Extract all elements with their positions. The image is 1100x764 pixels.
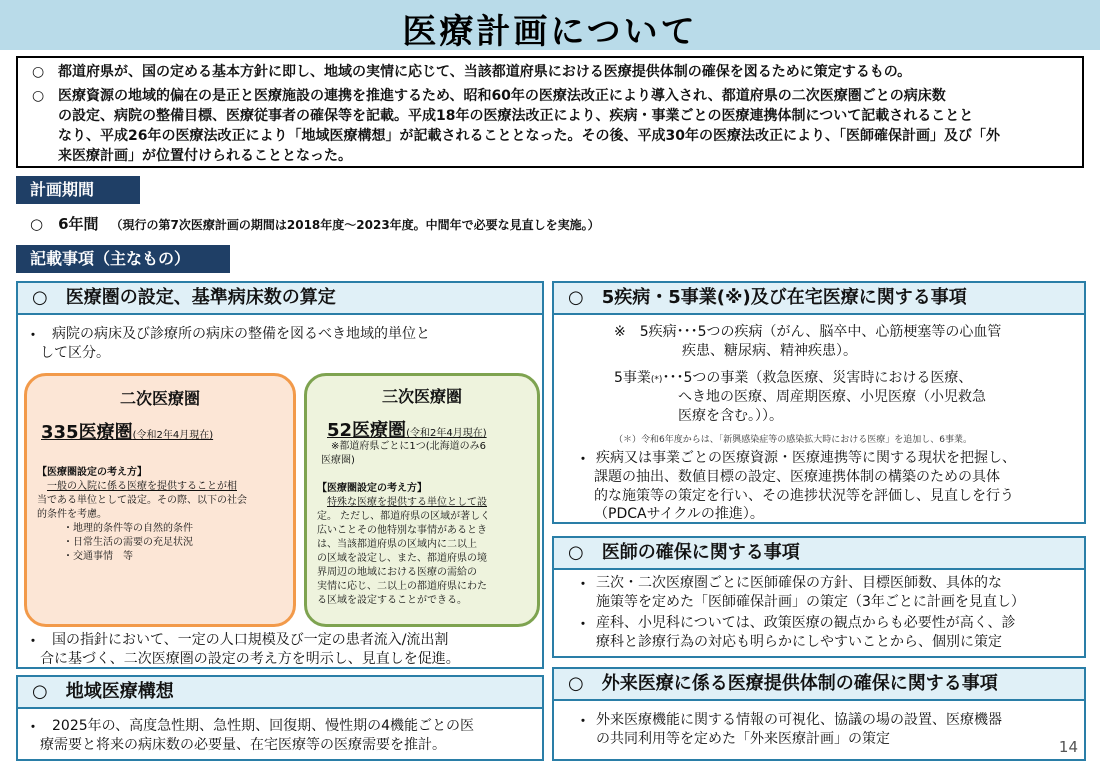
intro-box xyxy=(16,56,1084,168)
medical-area-footer-line-1: 国の指針において、一定の人口規模及び一定の患者流入/流出割 xyxy=(52,632,449,648)
diseases-body-line-4: （PDCAサイクルの推進）。 xyxy=(594,506,764,522)
outpatient-panel xyxy=(552,667,1086,761)
intro-paragraph-2-line-4: 来医療計画」が位置付けられることとなった。 xyxy=(58,148,352,164)
intro-paragraph-2-line-3: なり、平成26年の医療法改正により「地域医療構想」が記載されることとなった。その後、平成30年の医療法改正により、「医師確保計画」及び「外 xyxy=(58,128,1000,144)
outpatient-line-2: の共同利用等を定めた「外来医療計画」の策定 xyxy=(596,731,890,747)
outpatient-line-1: 外来医療機能に関する情報の可視化、協議の場の設置、医療機器 xyxy=(596,712,1002,728)
medical-area-heading: ○ 医療圏の設定、基準病床数の算定 xyxy=(18,283,542,315)
bullet: ・ xyxy=(26,720,40,736)
tertiary-area-note: ※都道府県ごとに1つ(北海道のみ6 医療圏) xyxy=(321,441,487,466)
diseases-body-line-3: 的な施策等の策定を行い、その進捗状況等を評価し、見直しを行う xyxy=(594,488,1014,504)
secondary-concept-text: 【医療圏設定の考え方】 一般の入院に係る医療を提供することが相 当である単位として設定。その際、以下の社会 的条件を考慮。 ・地理的条件等の自然的条件 ・日常生活の需要の充足状況 ・交通事情 等 xyxy=(37,467,247,562)
doctors-heading: ○ 医師の確保に関する事項 xyxy=(554,538,1084,570)
doctors-item1-line-1: 三次・二次医療圏ごとに医師確保の方針、目標医師数、具体的な xyxy=(596,575,1002,591)
period-text xyxy=(30,213,600,234)
bullet: ・ xyxy=(576,714,590,730)
regional-vision-line-1: 2025年の、高度急性期、急性期、回復期、慢性期の4機能ごとの医 xyxy=(52,718,474,734)
doctors-panel xyxy=(552,536,1086,658)
page-number: 14 xyxy=(1058,738,1078,756)
circle-mark: ○ xyxy=(32,88,45,104)
doctors-item2-line-1: 産科、小児科については、政策医療の観点からも必要性が高く、診 xyxy=(596,615,1016,631)
section-label-contents: 記載事項（主なもの） xyxy=(16,245,230,273)
secondary-area-box xyxy=(24,373,296,627)
intro-paragraph-2-line-2: の設定、病院の整備目標、医療従事者の確保等を記載。平成18年の医療法改正により、疾病・事業ごとの医療連携体制について記載されることと xyxy=(58,108,974,124)
regional-vision-line-2: 療需要と将来の病床数の必要量、在宅医療等の医療需要を推計。 xyxy=(40,737,446,753)
tertiary-area-count: 52医療圏(令和2年4月現在) xyxy=(327,420,487,441)
bullet: ・ xyxy=(26,328,40,344)
doctors-item1-line-2: 施策等を定めた「医師確保計画」の策定（3年ごとに計画を見直し） xyxy=(596,594,1025,610)
regional-vision-panel xyxy=(16,675,544,761)
regional-vision-heading: ○ 地域医療構想 xyxy=(18,677,542,709)
tertiary-area-title: 三次医療圏 xyxy=(381,387,462,406)
circle-mark: ○ xyxy=(32,64,45,80)
tertiary-concept-text: 【医療圏設定の考え方】 特殊な医療を提供する単位として設 定。 ただし、都道府県の区域が著しく 広いことその他特別な事情があるとき は、当該都道府県の区域内に二以上 の区域を設定し、また、都道府県の境 界周辺の地域における医療の需給の 実情に応じ、二以上の都道府県にわた る区域を設定することができる。 xyxy=(317,483,491,606)
medical-area-panel xyxy=(16,281,544,669)
diseases-body-line-1: 疾病又は事業ごとの医療資源・医療連携等に関する現状を把握し、 xyxy=(596,450,1016,466)
medical-area-intro-line-1: 病院の病床及び診療所の病床の整備を図るべき地域的単位と xyxy=(52,326,430,342)
medical-area-intro-line-2: して区分。 xyxy=(40,345,110,361)
medical-area-footer-line-2: 合に基づく、二次医療圏の設定の考え方を明示し、見直しを促進。 xyxy=(40,651,460,667)
projects-footnote: （＊）令和6年度からは、「新興感染症等の感染拡大時における医療」を追加し、6事業。 xyxy=(614,435,972,445)
diseases-line-1: ※ 5疾病･･･5つの疾病（がん、脳卒中、心筋梗塞等の心血管 xyxy=(614,324,1002,340)
period-note: （現行の第7次医療計画の期間は2018年度～2023年度。中間年で必要な見直しを実施。） xyxy=(110,218,600,232)
secondary-area-count: 335医療圏(令和2年4月現在) xyxy=(41,422,214,443)
diseases-projects-heading: ○ 5疾病・5事業(※)及び在宅医療に関する事項 xyxy=(554,283,1084,315)
intro-paragraph-1: ○ 都道府県が、国の定める基本方針に即し、地域の実情に応じて、当該都道府県における医療提供体制の確保を図るために策定するもの。 xyxy=(32,64,912,80)
secondary-area-title: 二次医療圏 xyxy=(119,389,200,408)
doctors-item2-line-2: 療科と診療行為の対応も明らかにしやすいことから、個別に策定 xyxy=(596,634,1002,650)
page-title: 医療計画について xyxy=(402,12,698,52)
projects-line-3: 医療を含む。））。 xyxy=(678,408,783,424)
bullet: ・ xyxy=(576,617,590,633)
projects-line-2: へき地の医療、周産期医療、小児医療（小児救急 xyxy=(678,389,986,405)
diseases-projects-panel xyxy=(552,281,1086,524)
intro-paragraph-2-line-1: ○ 医療資源の地域的偏在の是正と医療施設の連携を推進するため、昭和60年の医療法改正により導入され、都道府県の二次医療圏ごとの病床数 xyxy=(32,88,946,104)
outpatient-heading: ○ 外来医療に係る医療提供体制の確保に関する事項 xyxy=(554,669,1084,701)
period-value: ○ 6年間 xyxy=(30,215,99,233)
bullet: ・ xyxy=(26,634,40,650)
section-label-period: 計画期間 xyxy=(16,176,140,204)
diseases-line-2: 疾患、糖尿病、精神疾患）。 xyxy=(682,343,857,359)
tertiary-area-box xyxy=(304,373,540,627)
projects-line-1: 5事業(*)･･･5つの事業（救急医療、災害時における医療、 xyxy=(614,370,973,386)
bullet: ・ xyxy=(576,577,590,593)
bullet: ・ xyxy=(576,452,590,468)
diseases-body-line-2: 課題の抽出、数値目標の設定、医療連携体制の構築のための具体 xyxy=(594,469,1000,485)
